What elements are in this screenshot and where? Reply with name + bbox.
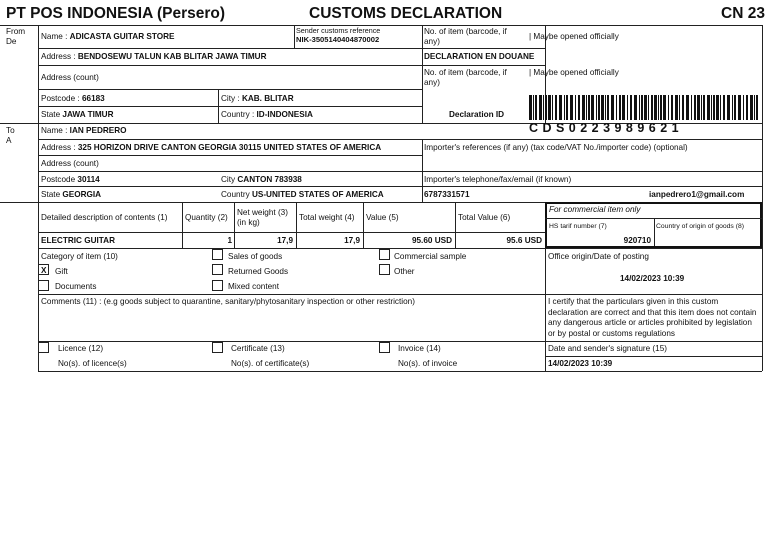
recipient-country-row: Country US-UNITED STATES OF AMERICA [221,190,384,199]
recipient-city: CANTON 783938 [237,175,302,184]
sender-city-row: City : KAB. BLITAR [221,94,294,103]
certification-text: I certify that the particulars given in this custom declaration are correct and that this item does not contain any dangerous article or articles prohibited by legislation or by postal or customs regulations [548,297,757,338]
certificate-label: Certificate (13) [231,344,285,353]
recipient-address-row: Address : 325 HORIZON DRIVE CANTON GEORGIA 30115 UNITED STATES OF AMERICA [41,143,382,152]
item-total-weight: 17,9 [344,236,360,245]
item-quantity: 1 [227,236,232,245]
recipient-state-row: State GEORGIA [41,190,102,199]
gift-mark: X [41,266,47,275]
sender-ref-label: Sender customs reference [296,26,381,35]
item-description: ELECTRIC GUITAR [41,236,115,245]
documents-checkbox[interactable] [38,280,49,291]
recipient-country: US-UNITED STATES OF AMERICA [251,190,384,199]
col-description: Detailed description of contents (1) [41,213,168,222]
posting-date: 14/02/2023 10:39 [620,274,685,283]
declaration-en-douane: DECLARATION EN DOUANE [424,52,535,61]
sender-postcode: 66183 [81,94,105,103]
office-origin-label: Office origin/Date of posting [548,252,649,261]
licence-label: Licence (12) [58,344,104,353]
sender-address: BENDOSEWU TALUN KAB BLITAR JAWA TIMUR [77,52,267,61]
from-label: From [6,27,26,36]
item-value: 95.60 USD [411,236,452,245]
sender-address-row: Address : BENDOSEWU TALUN KAB BLITAR JAWA TIMUR [41,52,267,61]
item-net-weight: 17,9 [277,236,293,245]
sender-postcode-row: Postcode : 66183 [41,94,105,103]
recipient-address: 325 HORIZON DRIVE CANTON GEORGIA 30115 UNITED STATES OF AMERICA [77,143,382,152]
licence-checkbox[interactable] [38,342,49,353]
hs-tarif-label: HS tarif number (7) [549,223,607,230]
sales-label: Sales of goods [228,252,283,261]
item-hs-code: 920710 [623,236,651,245]
origin-label: Country of origin of goods (8) [656,223,745,230]
sender-state: JAWA TIMUR [62,110,114,119]
certificate-checkbox[interactable] [212,342,223,353]
recipient-postcode-row: Postcode 30114 [41,175,100,184]
category-label: Category of item (10) [41,252,118,261]
col-total-value: Total Value (6) [458,213,511,222]
maybe-opened-label-b: | Maybe opened officially [529,68,619,77]
invoice-checkbox[interactable] [379,342,390,353]
returned-checkbox[interactable] [212,264,223,275]
importer-phone: 6787331571 [424,190,470,199]
item-no-label-b: No. of item (barcode, if [424,68,507,77]
sender-name: ADICASTA GUITAR STORE [69,32,175,41]
sender-city: KAB. BLITAR [241,94,294,103]
commercial-sample-checkbox[interactable] [379,249,390,260]
importer-contact-label: Importer's telephone/fax/email (if known) [424,175,572,184]
invoice-label: Invoice (14) [398,344,441,353]
mixed-checkbox[interactable] [212,280,223,291]
commercial-sample-label: Commercial sample [394,252,467,261]
recipient-postcode: 30114 [77,175,100,184]
other-label: Other [394,267,415,276]
declaration-barcode [529,95,760,120]
sender-name-row: Name : ADICASTA GUITAR STORE [41,32,175,41]
sender-state-row: State JAWA TIMUR [41,110,114,119]
item-no-label-b-2: any) [424,78,440,87]
signature-date: 14/02/2023 10:39 [548,359,613,368]
col-net-weight-unit: (in kg) [237,218,260,227]
licence-number-label: No(s). of licence(s) [58,359,127,368]
item-no-label-2: any) [424,37,440,46]
recipient-city-row: City CANTON 783938 [221,175,302,184]
importer-email: ianpedrero1@gmail.com [649,190,745,199]
recipient-name-row: Name : IAN PEDRERO [41,126,127,135]
sender-address-count: Address (count) [41,73,99,82]
item-total-value: 95.6 USD [506,236,542,245]
declaration-id-label: Declaration ID [449,110,505,119]
col-net-weight: Net weight (3) [237,208,288,217]
mixed-label: Mixed content [228,282,279,291]
signature-label: Date and sender's signature (15) [548,344,667,353]
company-name: PT POS INDONESIA (Persero) [6,5,226,22]
maybe-opened-label: | Maybe opened officially [529,32,619,41]
commercial-only-label: For commercial item only [549,205,641,214]
sender-country: ID-INDONESIA [256,110,313,119]
sales-checkbox[interactable] [212,249,223,260]
recipient-address-count: Address (count) [41,159,99,168]
other-checkbox[interactable] [379,264,390,275]
to-label-fr: A [6,136,12,145]
recipient-name: IAN PEDRERO [69,126,127,135]
comments-label: Comments (11) : (e.g goods subject to quarantine, sanitary/phytosanitary inspection or other restriction) [41,297,415,306]
to-label: To [6,126,15,135]
importer-ref-label: Importer's references (if any) (tax code/VAT No./importer code) (optional) [424,143,688,152]
declaration-id: C D S 0 2 2 3 9 8 9 6 2 1 [529,121,680,135]
form-code: CN 23 [721,5,765,22]
certificate-number-label: No(s). of certificate(s) [231,359,310,368]
form-title: CUSTOMS DECLARATION [309,5,503,22]
gift-label: Gift [55,267,68,276]
sender-ref-value: NIK-3505140404870002 [296,35,380,44]
returned-label: Returned Goods [228,267,289,276]
documents-label: Documents [55,282,97,291]
recipient-state: GEORGIA [62,190,102,199]
invoice-number-label: No(s). of invoice [398,359,458,368]
sender-country-row: Country : ID-INDONESIA [221,110,313,119]
col-total-weight: Total weight (4) [299,213,355,222]
item-no-label: No. of item (barcode, if [424,27,507,36]
col-value: Value (5) [366,213,399,222]
col-quantity: Quantity (2) [185,213,228,222]
from-label-fr: De [6,37,17,46]
